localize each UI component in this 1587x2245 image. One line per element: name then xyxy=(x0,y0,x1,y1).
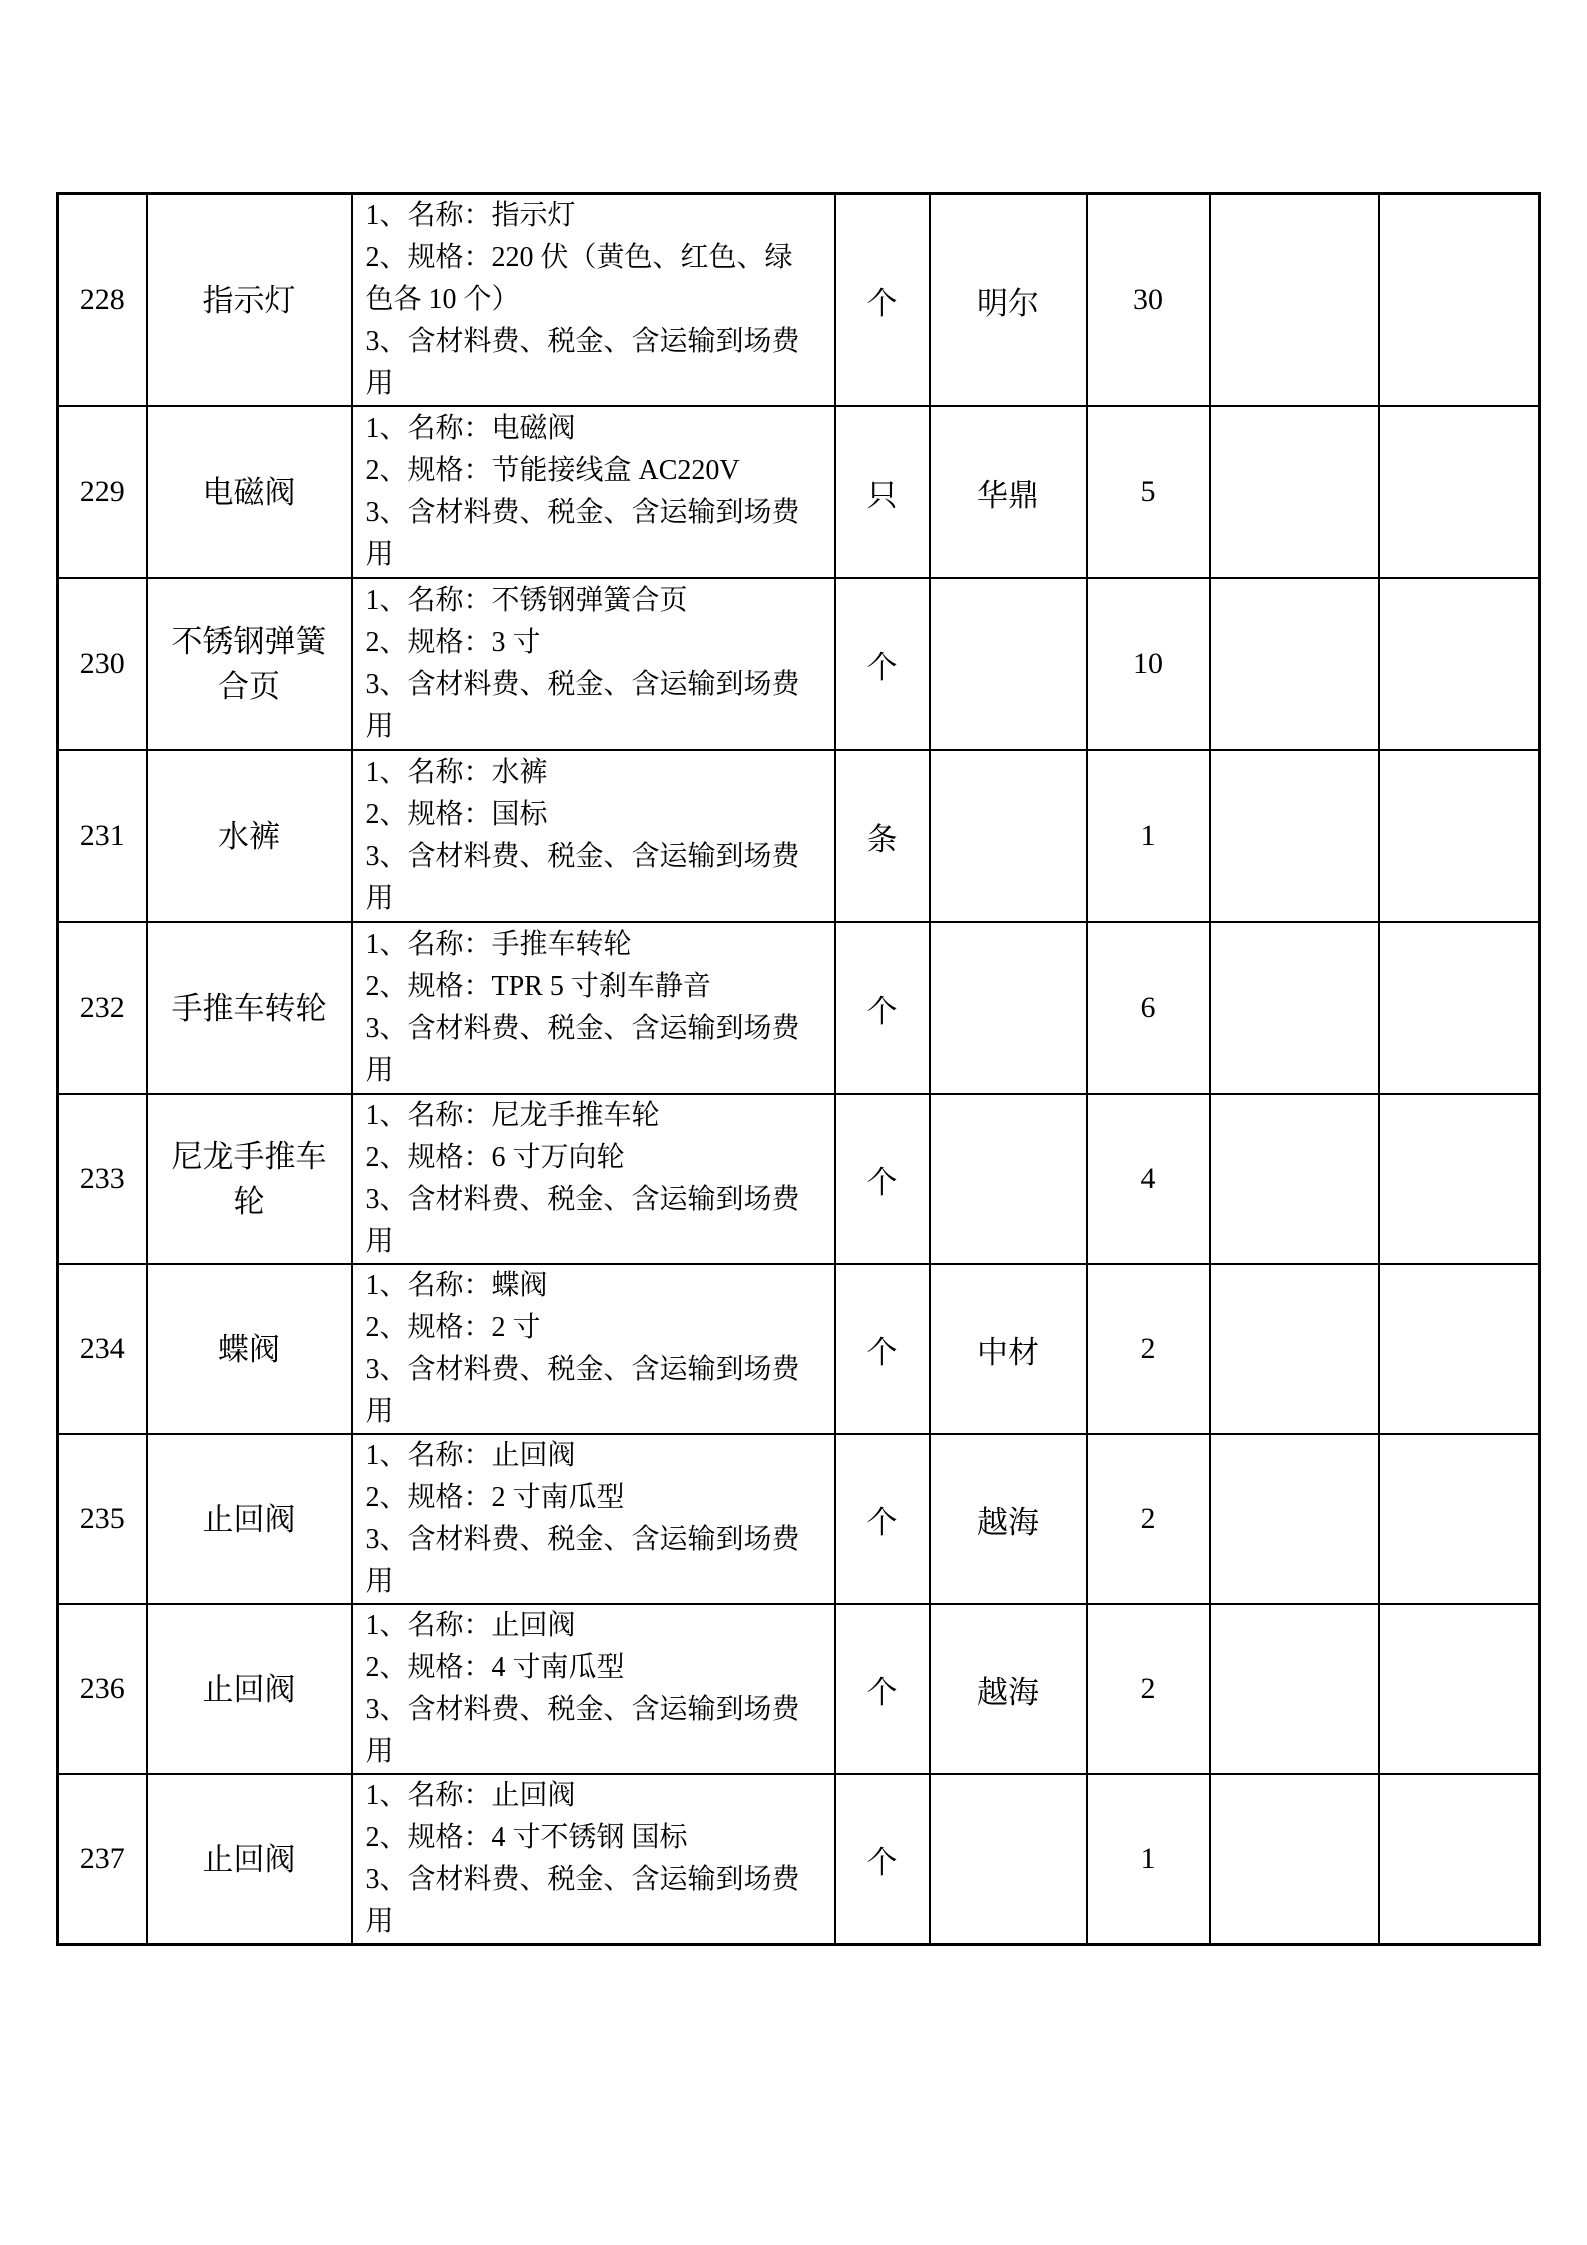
brand-cell xyxy=(930,1094,1087,1264)
blank-cell-1 xyxy=(1210,1604,1379,1774)
desc-line-fees: 3、含材料费、税金、含运输到场费用 xyxy=(365,1694,800,1767)
qty-cell: 2 xyxy=(1087,1604,1210,1774)
item-desc-cell xyxy=(352,1604,835,1774)
table-row xyxy=(58,1604,1540,1774)
blank-cell-2 xyxy=(1379,578,1540,750)
qty-cell: 2 xyxy=(1087,1434,1210,1604)
unit-cell: 个 xyxy=(835,578,930,750)
desc-line-name: 1、名称：蝶阀 xyxy=(365,1270,548,1301)
item-no-cell: 236 xyxy=(58,1604,147,1774)
item-name: 蝶阀 xyxy=(218,1331,280,1367)
blank-cell-2 xyxy=(1379,1434,1540,1604)
blank-cell-2 xyxy=(1379,194,1540,407)
desc-line-fees: 3、含材料费、税金、含运输到场费用 xyxy=(365,1524,800,1597)
item-desc-cell xyxy=(352,922,835,1094)
item-name-cell xyxy=(147,1094,352,1264)
item-desc xyxy=(353,1435,811,1603)
brand-cell xyxy=(930,578,1087,750)
desc-line-fees: 3、含材料费、税金、含运输到场费用 xyxy=(365,1354,800,1427)
blank-cell-1 xyxy=(1210,1094,1379,1264)
item-desc xyxy=(353,195,811,405)
brand-cell: 华鼎 xyxy=(930,406,1087,578)
qty-cell: 6 xyxy=(1087,922,1210,1094)
item-no-cell: 235 xyxy=(58,1434,147,1604)
items-table xyxy=(56,192,1541,1946)
item-name-cell xyxy=(147,1774,352,1945)
blank-cell-1 xyxy=(1210,194,1379,407)
desc-line-name: 1、名称：不锈钢弹簧合页 xyxy=(365,585,688,616)
brand-cell: 中材 xyxy=(930,1264,1087,1434)
unit-cell: 个 xyxy=(835,1264,930,1434)
qty-cell: 10 xyxy=(1087,578,1210,750)
item-desc-cell xyxy=(352,750,835,922)
item-desc xyxy=(353,580,811,748)
desc-line-spec: 2、规格：220 伏（黄色、红色、绿色各 10 个） xyxy=(365,242,793,315)
qty-cell: 1 xyxy=(1087,1774,1210,1945)
item-desc-cell xyxy=(352,1774,835,1945)
item-name-cell xyxy=(147,406,352,578)
desc-line-fees: 3、含材料费、税金、含运输到场费用 xyxy=(365,1013,800,1086)
item-name: 水裤 xyxy=(218,818,280,854)
blank-cell-2 xyxy=(1379,1604,1540,1774)
item-no-cell: 230 xyxy=(58,578,147,750)
unit-cell: 个 xyxy=(835,1434,930,1604)
blank-cell-1 xyxy=(1210,1264,1379,1434)
item-desc xyxy=(353,1775,811,1943)
table-row xyxy=(58,194,1540,407)
blank-cell-1 xyxy=(1210,1774,1379,1945)
unit-cell: 个 xyxy=(835,1604,930,1774)
desc-line-spec: 2、规格：6 寸万向轮 xyxy=(365,1142,625,1173)
item-desc-cell xyxy=(352,1094,835,1264)
blank-cell-2 xyxy=(1379,406,1540,578)
item-no-cell: 228 xyxy=(58,194,147,407)
table-row xyxy=(58,922,1540,1094)
blank-cell-2 xyxy=(1379,922,1540,1094)
blank-cell-1 xyxy=(1210,578,1379,750)
desc-line-spec: 2、规格：国标 xyxy=(365,799,548,830)
desc-line-fees: 3、含材料费、税金、含运输到场费用 xyxy=(365,841,800,914)
item-name-cell xyxy=(147,1264,352,1434)
qty-cell: 1 xyxy=(1087,750,1210,922)
item-name-cell xyxy=(147,750,352,922)
table-row xyxy=(58,1434,1540,1604)
table-row xyxy=(58,578,1540,750)
item-desc-cell xyxy=(352,1264,835,1434)
item-name: 不锈钢弹簧合页 xyxy=(171,624,327,704)
desc-line-spec: 2、规格：4 寸南瓜型 xyxy=(365,1652,625,1683)
desc-line-spec: 2、规格：节能接线盒 AC220V xyxy=(365,455,740,486)
item-name: 尼龙手推车轮 xyxy=(171,1139,327,1219)
qty-cell: 4 xyxy=(1087,1094,1210,1264)
desc-line-name: 1、名称：水裤 xyxy=(365,757,548,788)
item-name: 止回阀 xyxy=(202,1841,296,1877)
item-name-cell xyxy=(147,578,352,750)
desc-line-name: 1、名称：手推车转轮 xyxy=(365,929,632,960)
blank-cell-1 xyxy=(1210,922,1379,1094)
brand-cell: 越海 xyxy=(930,1604,1087,1774)
item-desc-cell xyxy=(352,406,835,578)
item-no-cell: 234 xyxy=(58,1264,147,1434)
desc-line-name: 1、名称：尼龙手推车轮 xyxy=(365,1100,660,1131)
item-desc-cell xyxy=(352,578,835,750)
desc-line-fees: 3、含材料费、税金、含运输到场费用 xyxy=(365,669,800,742)
item-name: 手推车转轮 xyxy=(171,990,327,1026)
blank-cell-1 xyxy=(1210,750,1379,922)
blank-cell-2 xyxy=(1379,1094,1540,1264)
item-name: 止回阀 xyxy=(202,1501,296,1537)
item-no-cell: 233 xyxy=(58,1094,147,1264)
item-no-cell: 231 xyxy=(58,750,147,922)
table-row xyxy=(58,1774,1540,1945)
brand-cell xyxy=(930,922,1087,1094)
item-name: 指示灯 xyxy=(202,282,296,318)
desc-line-fees: 3、含材料费、税金、含运输到场费用 xyxy=(365,1184,800,1257)
qty-cell: 2 xyxy=(1087,1264,1210,1434)
brand-cell xyxy=(930,1774,1087,1945)
item-desc xyxy=(353,408,811,576)
item-desc-cell xyxy=(352,1434,835,1604)
desc-line-name: 1、名称：止回阀 xyxy=(365,1610,576,1641)
unit-cell: 个 xyxy=(835,1774,930,1945)
item-name-cell xyxy=(147,922,352,1094)
unit-cell: 个 xyxy=(835,922,930,1094)
qty-cell: 30 xyxy=(1087,194,1210,407)
item-name: 电磁阀 xyxy=(202,474,296,510)
item-no-cell: 229 xyxy=(58,406,147,578)
brand-cell: 越海 xyxy=(930,1434,1087,1604)
item-desc xyxy=(353,752,811,920)
desc-line-spec: 2、规格：4 寸不锈钢 国标 xyxy=(365,1822,688,1853)
item-no-cell: 237 xyxy=(58,1774,147,1945)
item-name-cell xyxy=(147,194,352,407)
desc-line-fees: 3、含材料费、税金、含运输到场费用 xyxy=(365,326,800,399)
item-desc-cell xyxy=(352,194,835,407)
table-row xyxy=(58,1094,1540,1264)
blank-cell-2 xyxy=(1379,750,1540,922)
desc-line-spec: 2、规格：2 寸 xyxy=(365,1312,541,1343)
blank-cell-2 xyxy=(1379,1264,1540,1434)
unit-cell: 只 xyxy=(835,406,930,578)
brand-cell: 明尔 xyxy=(930,194,1087,407)
blank-cell-2 xyxy=(1379,1774,1540,1945)
item-desc xyxy=(353,1605,811,1773)
item-desc xyxy=(353,1265,811,1433)
item-no-cell: 232 xyxy=(58,922,147,1094)
blank-cell-1 xyxy=(1210,1434,1379,1604)
item-name-cell xyxy=(147,1604,352,1774)
desc-line-name: 1、名称：电磁阀 xyxy=(365,413,576,444)
desc-line-name: 1、名称：止回阀 xyxy=(365,1440,576,1471)
desc-line-spec: 2、规格：2 寸南瓜型 xyxy=(365,1482,625,1513)
qty-cell: 5 xyxy=(1087,406,1210,578)
brand-cell xyxy=(930,750,1087,922)
unit-cell: 个 xyxy=(835,194,930,407)
table-row xyxy=(58,750,1540,922)
desc-line-fees: 3、含材料费、税金、含运输到场费用 xyxy=(365,497,800,570)
desc-line-fees: 3、含材料费、税金、含运输到场费用 xyxy=(365,1864,800,1937)
table-row xyxy=(58,1264,1540,1434)
unit-cell: 个 xyxy=(835,1094,930,1264)
desc-line-name: 1、名称：指示灯 xyxy=(365,200,576,231)
item-desc xyxy=(353,924,811,1092)
item-name: 止回阀 xyxy=(202,1671,296,1707)
unit-cell: 条 xyxy=(835,750,930,922)
desc-line-spec: 2、规格：TPR 5 寸刹车静音 xyxy=(365,971,711,1002)
desc-line-name: 1、名称：止回阀 xyxy=(365,1780,576,1811)
table-row xyxy=(58,406,1540,578)
desc-line-spec: 2、规格：3 寸 xyxy=(365,627,541,658)
blank-cell-1 xyxy=(1210,406,1379,578)
item-desc xyxy=(353,1095,811,1263)
item-name-cell xyxy=(147,1434,352,1604)
